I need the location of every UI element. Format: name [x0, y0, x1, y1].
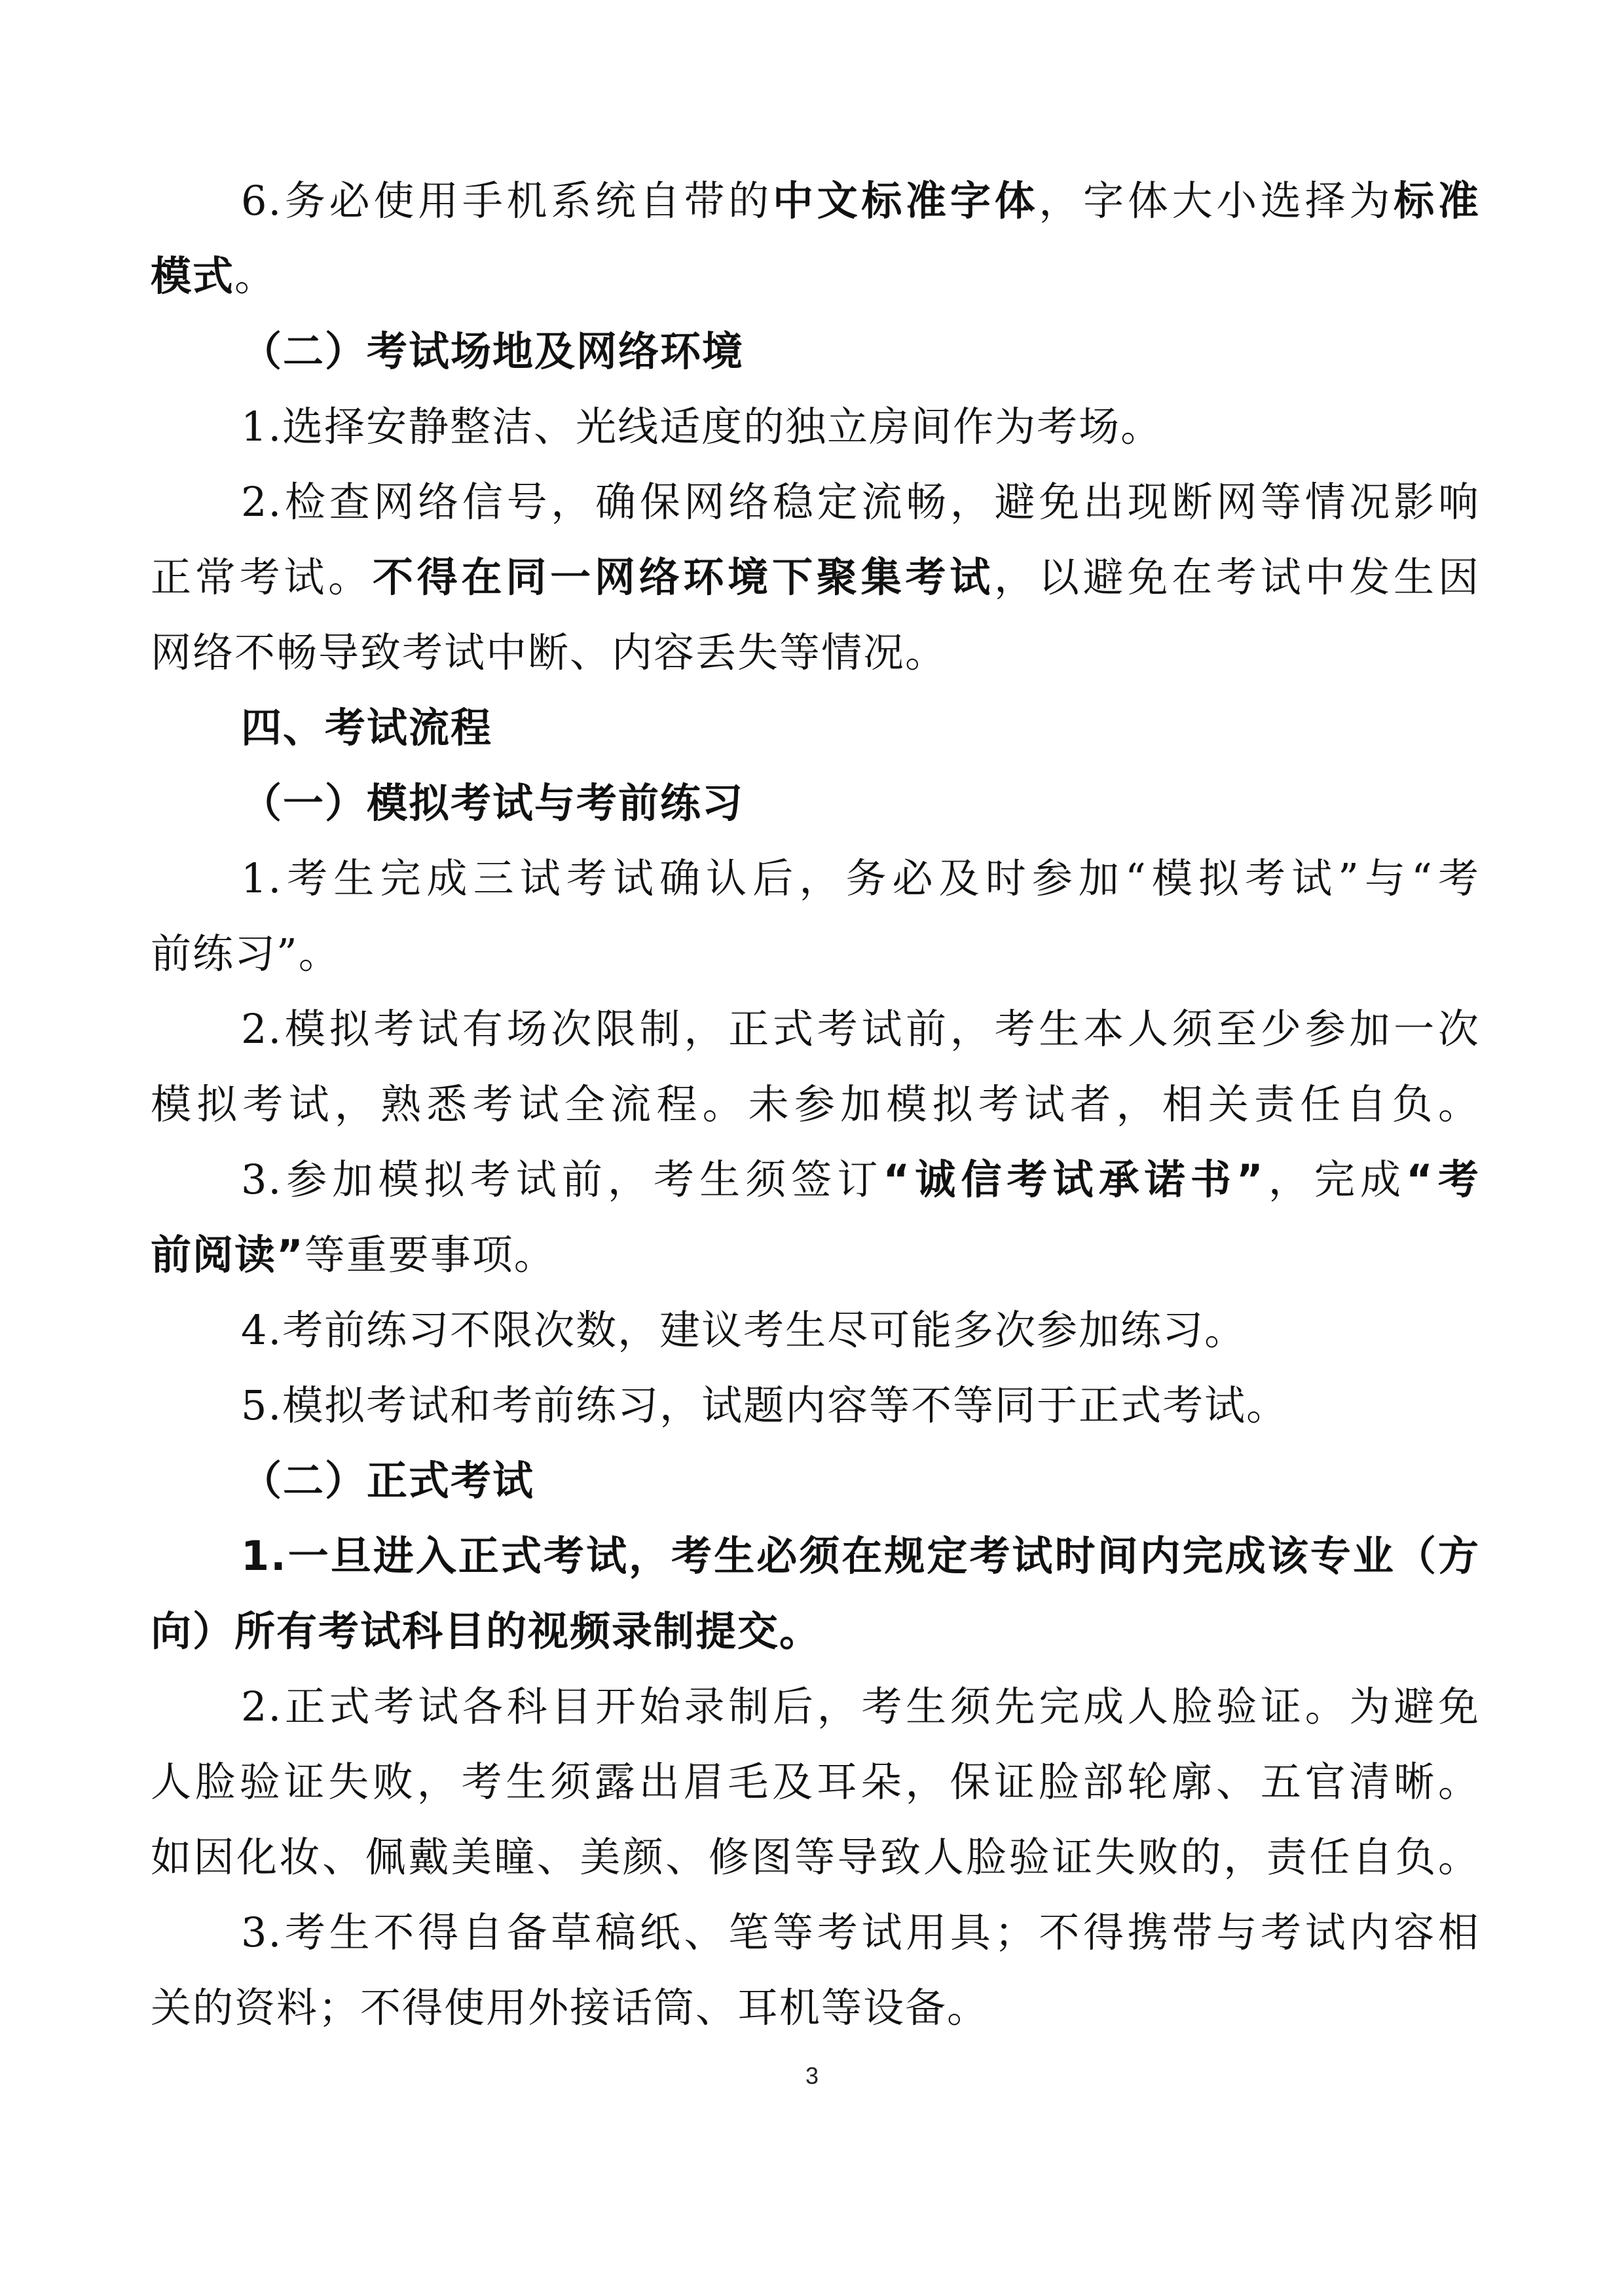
text-run: ，完成: [1264, 1156, 1407, 1203]
paragraph-line: 2.正式考试各科目开始录制后，考生须先完成人脸验证。为避免: [241, 1683, 1480, 1730]
paragraph-line: 关的资料；不得使用外接话筒、耳机等设备。: [151, 1984, 989, 2032]
paragraph-line: 5.模拟考试和考前练习，试题内容等不等同于正式考试。: [241, 1381, 1289, 1429]
paragraph-line: 人脸验证失败，考生须露出眉毛及耳朵，保证脸部轮廓、五官清晰。: [151, 1758, 1480, 1806]
paragraph-line: 4.考前练习不限次数，建议考生尽可能多次参加练习。: [241, 1306, 1247, 1354]
paragraph-line: 模拟考试，熟悉考试全流程。未参加模拟考试者，相关责任自负。: [151, 1080, 1480, 1128]
paragraph-line: [151, 548, 1480, 607]
paragraph-line: 2.模拟考试有场次限制，正式考试前，考生本人须至少参加一次: [241, 1005, 1480, 1053]
text-run: 等重要事项。: [304, 1231, 556, 1279]
paragraph-line: 1.一旦进入正式考试，考生必须在规定考试时间内完成该专业（方: [241, 1532, 1480, 1580]
page-number: 3: [805, 2062, 819, 2089]
text-run: ，字体大小选择为: [1039, 177, 1394, 225]
text-run: 6.务必使用手机系统自带的: [241, 177, 773, 225]
bold-text-run: 前阅读”: [151, 1231, 304, 1279]
paragraph-line: 2.检查网络信号，确保网络稳定流畅，避免出现断网等情况影响: [241, 478, 1480, 526]
bold-text-run: 不得在同一网络环境下聚集考试: [372, 553, 995, 601]
paragraph-line: [151, 247, 1480, 306]
text-run: 。: [234, 252, 277, 300]
text-run: 正常考试。: [151, 553, 373, 601]
section-heading: （一）模拟考试与考前练习: [241, 779, 745, 827]
text-run: 3.参加模拟考试前，考生须签订: [241, 1156, 883, 1203]
paragraph-line: 向）所有考试科目的视频录制提交。: [151, 1607, 822, 1655]
bold-text-run: 模式: [151, 252, 235, 300]
paragraph-line: [151, 1226, 1480, 1285]
paragraph-line: [241, 172, 1480, 230]
text-run: ，以避免在考试中发生因: [994, 553, 1480, 601]
paragraph-line: [241, 1150, 1480, 1209]
bold-text-run: “考: [1406, 1156, 1481, 1203]
paragraph-line: 如因化妆、佩戴美瞳、美颜、修图等导致人脸验证失败的，责任自负。: [151, 1833, 1480, 1881]
section-heading: （二）正式考试: [241, 1457, 535, 1504]
bold-text-run: “诚信考试承诺书”: [883, 1156, 1264, 1203]
bold-text-run: 中文标准字体: [772, 177, 1039, 225]
bold-text-run: 标准: [1393, 177, 1480, 225]
chapter-heading: 四、考试流程: [241, 704, 493, 752]
section-heading: （二）考试场地及网络环境: [241, 327, 745, 375]
paragraph-line: 前练习”。: [151, 930, 341, 977]
paragraph-line: 1.考生完成三试考试确认后，务必及时参加“模拟考试”与“考: [241, 854, 1480, 902]
paragraph-line: 网络不畅导致考试中断、内容丢失等情况。: [151, 629, 948, 676]
paragraph-line: 3.考生不得自备草稿纸、笔等考试用具；不得携带与考试内容相: [241, 1908, 1480, 1956]
paragraph-line: 1.选择安静整洁、光线适度的独立房间作为考场。: [241, 403, 1163, 450]
